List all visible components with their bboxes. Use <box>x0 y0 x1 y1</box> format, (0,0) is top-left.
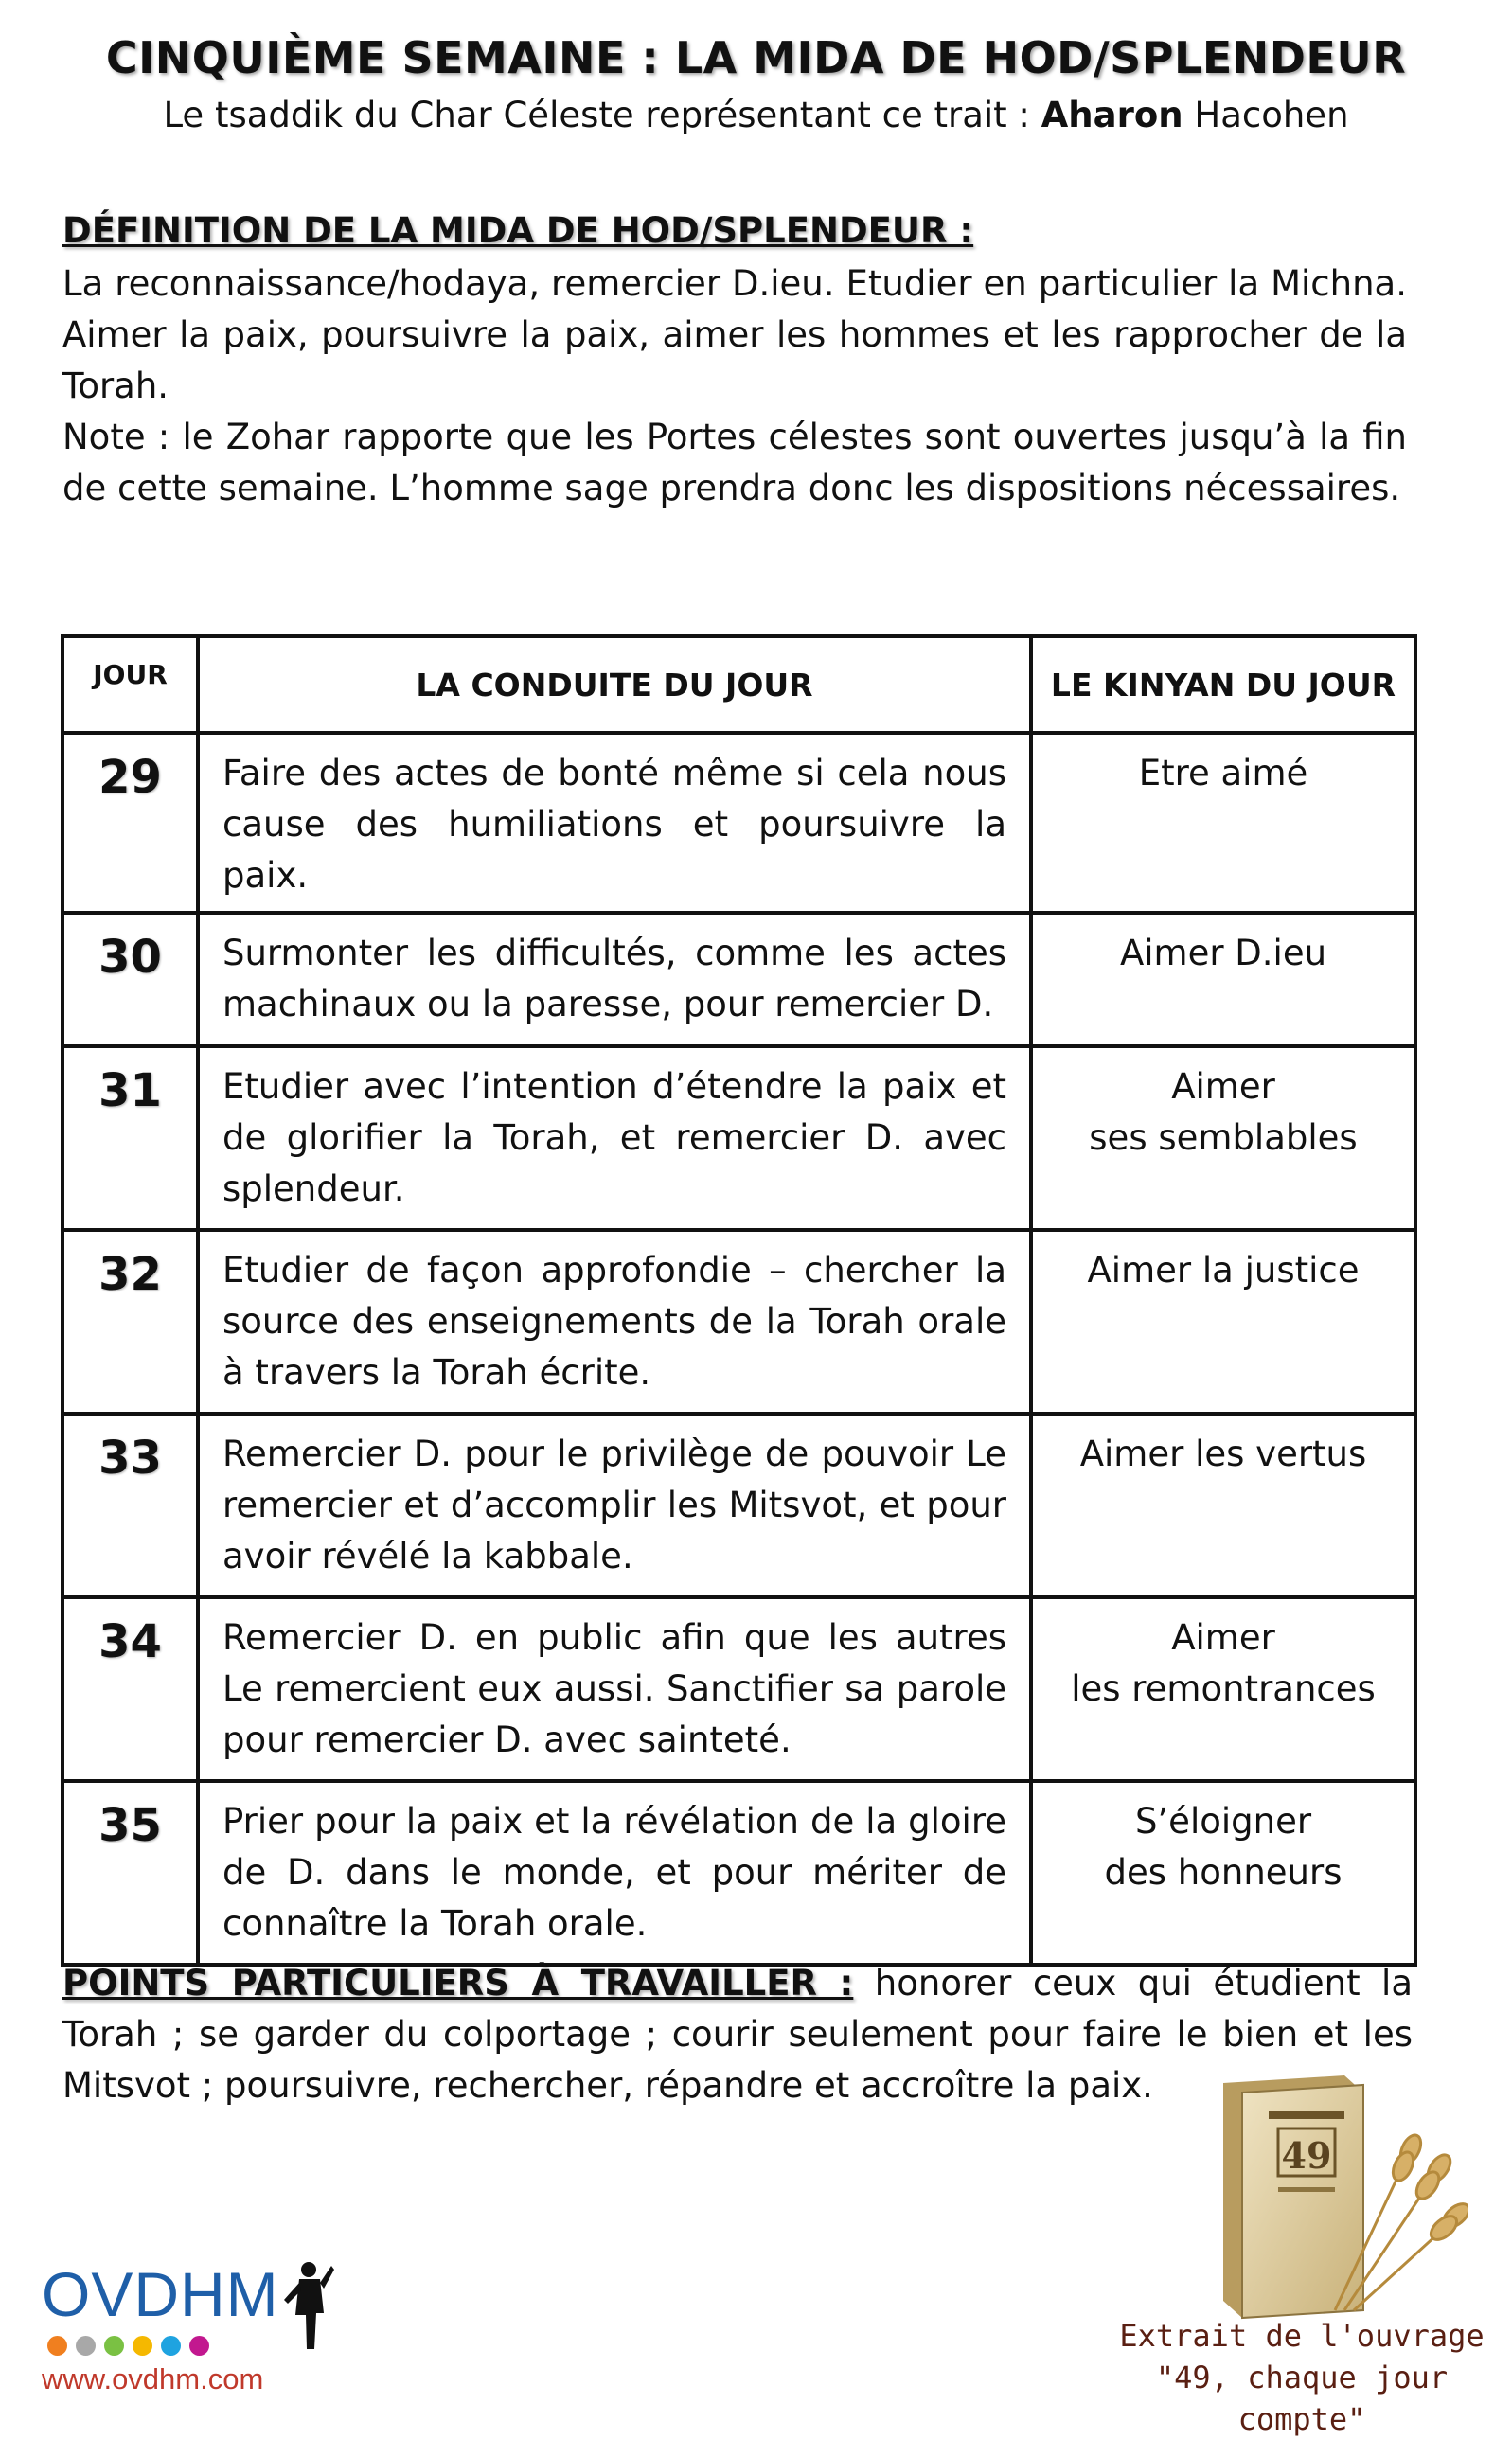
kinyan-line: ses semblables <box>1089 1117 1358 1158</box>
dancer-figure-icon <box>278 2258 335 2353</box>
points-text: honorer ceux qui étudient la Torah ; se garder du colportage ; courir seulement pour faire le bien et les Mitsvot ; poursuivre, rechercher, répandre et accroître la paix. <box>62 1963 1414 2106</box>
table-row <box>62 1230 1415 1414</box>
header-kinyan: LE KINYAN DU JOUR <box>1031 636 1415 733</box>
header-conduite: LA CONDUITE DU JOUR <box>198 636 1031 733</box>
page-title: CINQUIÈME SEMAINE : LA MIDA DE HOD/SPLENDEUR <box>105 32 1407 83</box>
definition-body <box>62 258 1407 514</box>
subtitle-name: Aharon <box>1041 95 1183 135</box>
kinyan-cell <box>1031 733 1415 913</box>
kinyan-line: les remontrances <box>1071 1668 1376 1709</box>
logo-dot <box>161 2336 181 2356</box>
kinyan-cell <box>1031 1414 1415 1597</box>
table-row <box>62 1597 1415 1781</box>
ovdhm-logo[interactable] <box>42 2258 345 2400</box>
logo-dot <box>76 2336 96 2356</box>
definition-note: Note : le Zohar rapporte que les Portes célestes sont ouvertes jusqu’à la fin de cette semaine. L’homme sage prendra donc les dispositions nécessaires. <box>62 417 1407 508</box>
website-link[interactable]: www.ovdhm.com <box>42 2362 264 2395</box>
table-row <box>62 913 1415 1046</box>
table-row <box>62 733 1415 913</box>
conduct-cell: Prier pour la paix et la révélation de la gloire de D. dans le monde, et pour mériter de connaître la Torah orale. <box>198 1781 1031 1965</box>
kinyan-line: S’éloigner <box>1134 1801 1312 1842</box>
book-cover-number: 49 <box>1281 2134 1332 2177</box>
points-heading: POINTS PARTICULIERS À TRAVAILLER : <box>62 1963 854 2004</box>
book-caption <box>1094 2315 1510 2440</box>
day-number: 35 <box>62 1781 198 1965</box>
table-header-row <box>62 636 1415 733</box>
kinyan-cell <box>1031 1230 1415 1414</box>
conduct-cell: Surmonter les difficultés, comme les actes machinaux ou la paresse, pour remercier D. <box>198 913 1031 1046</box>
kinyan-line: Aimer <box>1171 1066 1275 1107</box>
definition-heading: DÉFINITION DE LA MIDA DE HOD/SPLENDEUR : <box>62 210 974 251</box>
conduct-cell: Faire des actes de bonté même si cela nous cause des humiliations et poursuivre la paix. <box>198 733 1031 913</box>
logo-dot <box>104 2336 124 2356</box>
day-number: 30 <box>62 913 198 1046</box>
day-number: 29 <box>62 733 198 913</box>
caption-line: Extrait de l'ouvrage <box>1119 2318 1485 2354</box>
day-number: 33 <box>62 1414 198 1597</box>
logo-dot <box>189 2336 209 2356</box>
conduct-cell: Etudier avec l’intention d’étendre la paix et de glorifier la Torah, et remercier D. avec splendeur. <box>198 1046 1031 1230</box>
subtitle-suffix: Hacohen <box>1183 95 1349 135</box>
kinyan-line: Aimer <box>1171 1617 1275 1658</box>
kinyan-cell <box>1031 913 1415 1046</box>
table-row <box>62 1414 1415 1597</box>
logo-dot <box>133 2336 152 2356</box>
daily-table <box>61 634 1417 1967</box>
page-subtitle <box>0 95 1512 135</box>
table-row <box>62 1046 1415 1230</box>
kinyan-line: Aimer les vertus <box>1079 1434 1367 1474</box>
logo-wordmark: OVDHM <box>42 2259 279 2329</box>
kinyan-line: Aimer D.ieu <box>1119 933 1327 973</box>
day-number: 31 <box>62 1046 198 1230</box>
subtitle-prefix: Le tsaddik du Char Céleste représentant ce trait : <box>163 95 1041 135</box>
logo-dot <box>47 2336 67 2356</box>
logo-dots <box>47 2336 209 2356</box>
kinyan-line: Etre aimé <box>1138 753 1308 793</box>
table-row <box>62 1781 1415 1965</box>
kinyan-line: des honneurs <box>1104 1852 1343 1893</box>
day-number: 32 <box>62 1230 198 1414</box>
kinyan-cell <box>1031 1597 1415 1781</box>
conduct-cell: Remercier D. pour le privilège de pouvoir Le remercier et d’accomplir les Mitsvot, et pour avoir révélé la kabbale. <box>198 1414 1031 1597</box>
caption-line: "49, chaque jour compte" <box>1155 2360 1449 2437</box>
conduct-cell: Remercier D. en public afin que les autres Le remercient eux aussi. Sanctifier sa parole pour remercier D. avec sainteté. <box>198 1597 1031 1781</box>
definition-paragraph: La reconnaissance/hodaya, remercier D.ieu. Etudier en particulier la Michna. Aimer la paix, poursuivre la paix, aimer les hommes et les rapprocher de la Torah. <box>62 263 1407 406</box>
kinyan-cell <box>1031 1781 1415 1965</box>
kinyan-line: Aimer la justice <box>1087 1250 1360 1291</box>
header-jour: JOUR <box>62 636 198 733</box>
book-cover-image <box>1202 2074 1468 2320</box>
day-number: 34 <box>62 1597 198 1781</box>
kinyan-cell <box>1031 1046 1415 1230</box>
conduct-cell: Etudier de façon approfondie – chercher la source des enseignements de la Torah orale à travers la Torah écrite. <box>198 1230 1031 1414</box>
